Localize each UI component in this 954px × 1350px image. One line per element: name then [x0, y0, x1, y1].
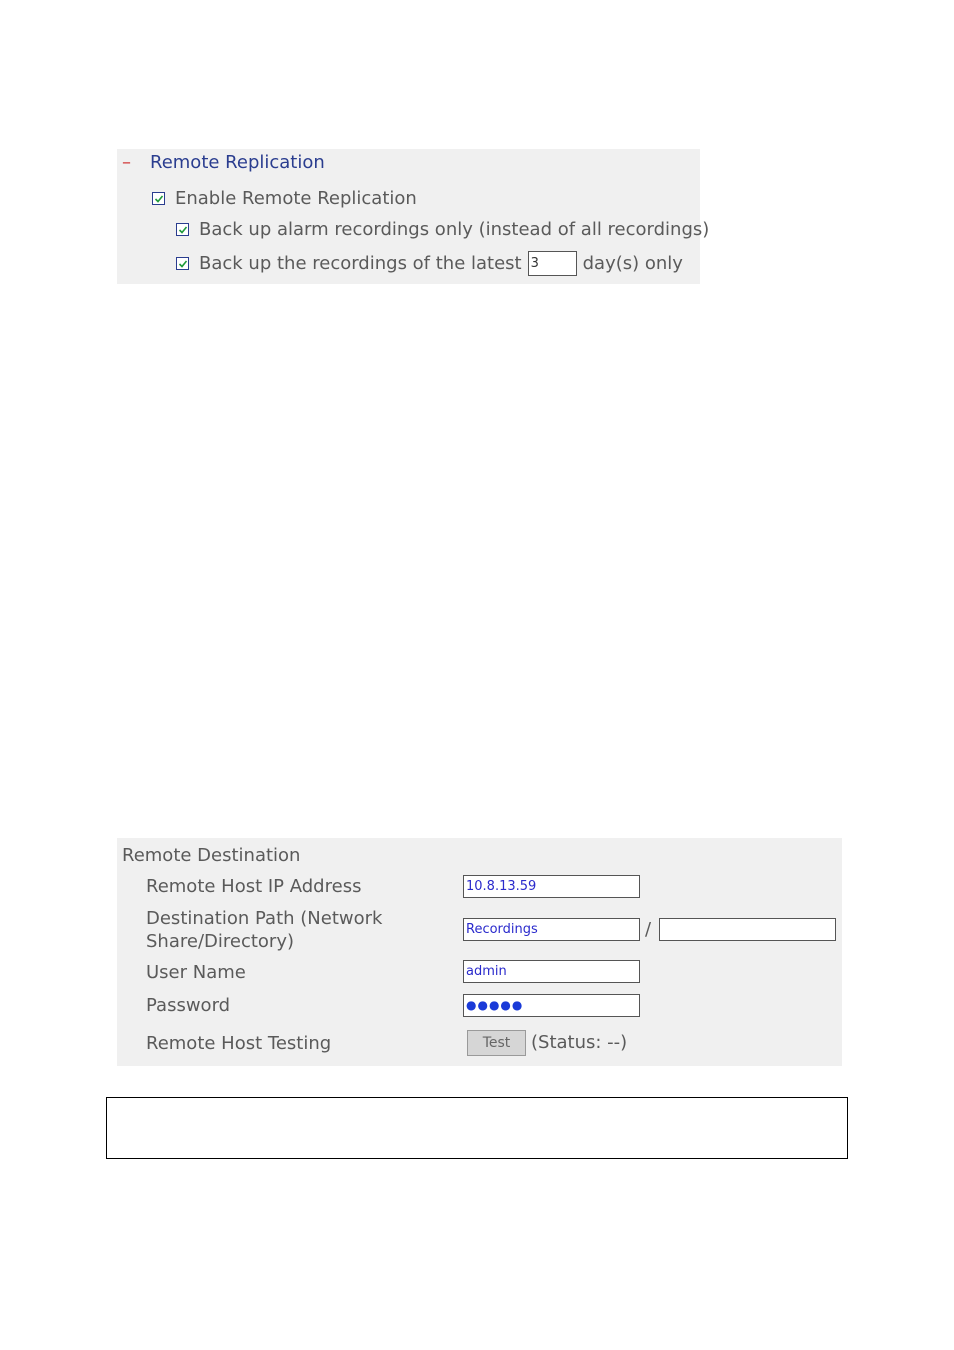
- latest-days-label-before: Back up the recordings of the latest: [199, 253, 522, 274]
- alarm-only-label: Back up alarm recordings only (instead of all recordings): [199, 219, 710, 240]
- username-input[interactable]: [463, 960, 640, 983]
- test-status: (Status: --): [531, 1032, 628, 1053]
- path-separator: /: [645, 919, 652, 940]
- remote-host-testing-label: Remote Host Testing: [146, 1033, 332, 1054]
- checkmark-icon: [154, 194, 164, 204]
- latest-days-input[interactable]: [528, 251, 577, 276]
- remote-destination-title: Remote Destination: [122, 845, 301, 866]
- checkmark-icon: [178, 225, 188, 235]
- ip-address-label: Remote Host IP Address: [146, 876, 362, 897]
- enable-replication-checkbox[interactable]: [152, 192, 165, 205]
- share-input[interactable]: [463, 918, 640, 941]
- collapse-icon[interactable]: –: [122, 152, 131, 173]
- checkmark-icon: [178, 259, 188, 269]
- note-box: [106, 1097, 848, 1159]
- enable-replication-label: Enable Remote Replication: [175, 188, 417, 209]
- remote-destination-panel: [117, 838, 842, 1066]
- enable-remote-replication-option[interactable]: [152, 188, 417, 209]
- alarm-only-option[interactable]: [176, 219, 709, 240]
- remote-replication-header[interactable]: [122, 152, 325, 173]
- section-title[interactable]: Remote Replication: [150, 152, 325, 173]
- username-label: User Name: [146, 962, 246, 983]
- latest-days-option[interactable]: [176, 251, 683, 276]
- password-input[interactable]: ●●●●●: [463, 994, 640, 1017]
- destination-path-label-line1: Destination Path (Network: [146, 908, 383, 929]
- latest-days-label-after: day(s) only: [582, 253, 683, 274]
- password-label: Password: [146, 995, 231, 1016]
- destination-path-label-line2: Share/Directory): [146, 931, 294, 952]
- alarm-only-checkbox[interactable]: [176, 223, 189, 236]
- latest-days-checkbox[interactable]: [176, 257, 189, 270]
- directory-input[interactable]: [659, 918, 836, 941]
- ip-address-input[interactable]: [463, 875, 640, 898]
- test-button[interactable]: Test: [467, 1030, 526, 1056]
- remote-replication-panel: [117, 149, 710, 284]
